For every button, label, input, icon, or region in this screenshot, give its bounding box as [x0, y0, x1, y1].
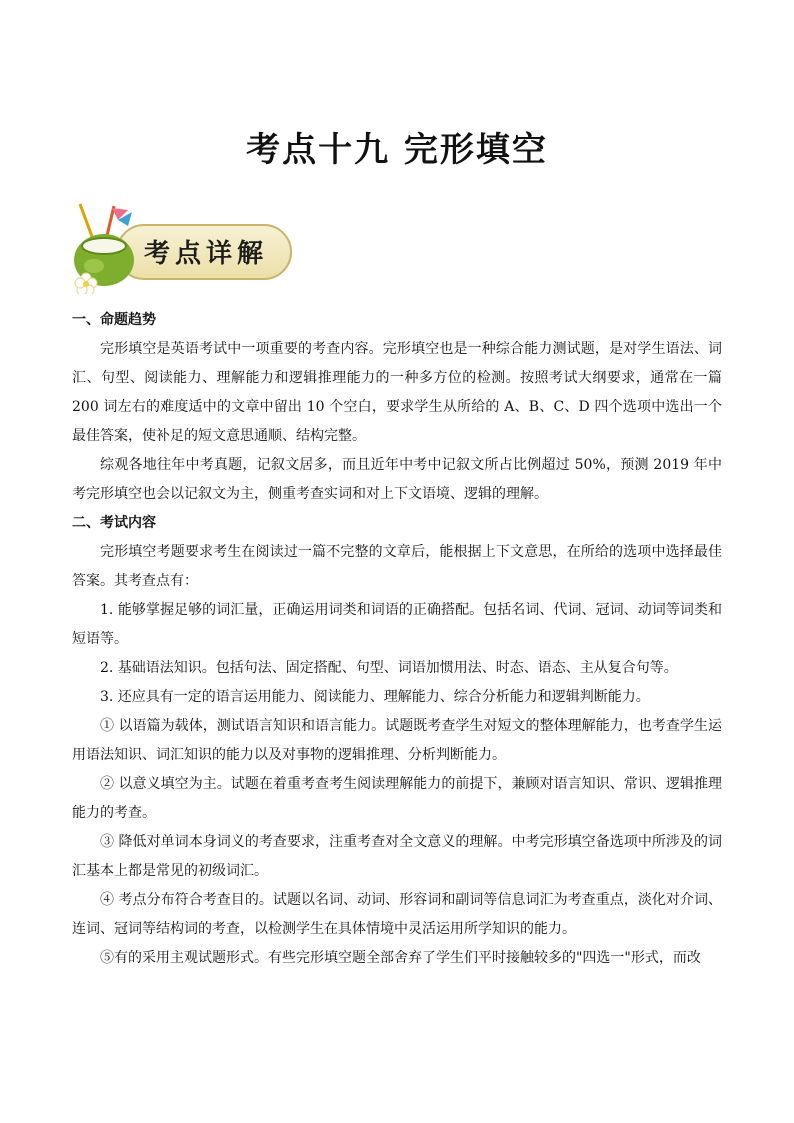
- list-item: 2. 基础语法知识。包括句法、固定搭配、句型、词语加惯用法、时态、语态、主从复合句等。: [100, 660, 678, 676]
- page-title: 考点十九 完形填空: [246, 130, 548, 170]
- list-item: ① 以语篇为载体，测试语言知识和语言能力。试题既考查学生对短文的整体理解能力，也考查学生运用语法知识、词汇知识的能力以及对事物的逻辑推理、分析判断能力。: [72, 718, 722, 763]
- section-heading: 二、考试内容: [72, 515, 156, 531]
- list-item: 3. 还应具有一定的语言运用能力、阅读能力、理解能力、综合分析能力和逻辑判断能力。: [100, 689, 650, 705]
- list-item: ④ 考点分布符合考查目的。试题以名词、动词、形容词和副词等信息词汇为考查重点，淡化对介词、连词、冠词等结构词的考查，以检测学生在具体情境中灵活运用所学知识的能力。: [72, 892, 722, 937]
- list-item: ③ 降低对单词本身词义的考查要求，注重考查对全文意义的理解。中考完形填空备选项中所涉及的词汇基本上都是常见的初级词汇。: [72, 834, 722, 879]
- paragraph: 完形填空考题要求考生在阅读过一篇不完整的文章后，能根据上下文意思，在所给的选项中选择最佳答案。其考查点有：: [72, 544, 722, 589]
- paragraph: 综观各地往年中考真题，记叙文居多，而且近年中考中记叙文所占比例超过 50%，预测 2019 年中考完形填空也会以记叙文为主，侧重考查实词和对上下文语境、逻辑的理解。: [72, 457, 722, 502]
- list-item: 1. 能够掌握足够的词汇量，正确运用词类和词语的正确搭配。包括名词、代词、冠词、动词等词类和短语等。: [72, 602, 722, 647]
- section-banner: [72, 202, 292, 294]
- document-body: [72, 306, 722, 973]
- section-heading: 一、命题趋势: [72, 312, 156, 328]
- banner-label: 考点详解: [144, 239, 269, 269]
- paragraph: 完形填空是英语考试中一项重要的考查内容。完形填空也是一种综合能力测试题，是对学生语法、词汇、句型、阅读能力、理解能力和逻辑推理能力的一种多方位的检测。按照考试大纲要求，通常在一篇 200 词左右的难度适中的文章中留出 10 个空白，要求学生从所给的 A、B、C、D 四个选项中选出一个最佳答案，使补足的短文意思通顺、结构完整。: [72, 341, 722, 444]
- list-item: ② 以意义填空为主。试题在着重考查考生阅读理解能力的前提下，兼顾对语言知识、常识、逻辑推理能力的考查。: [72, 776, 722, 821]
- list-item: ⑤有的采用主观试题形式。有些完形填空题全部舍弃了学生们平时接触较多的"四选一"形式，而改: [100, 950, 701, 966]
